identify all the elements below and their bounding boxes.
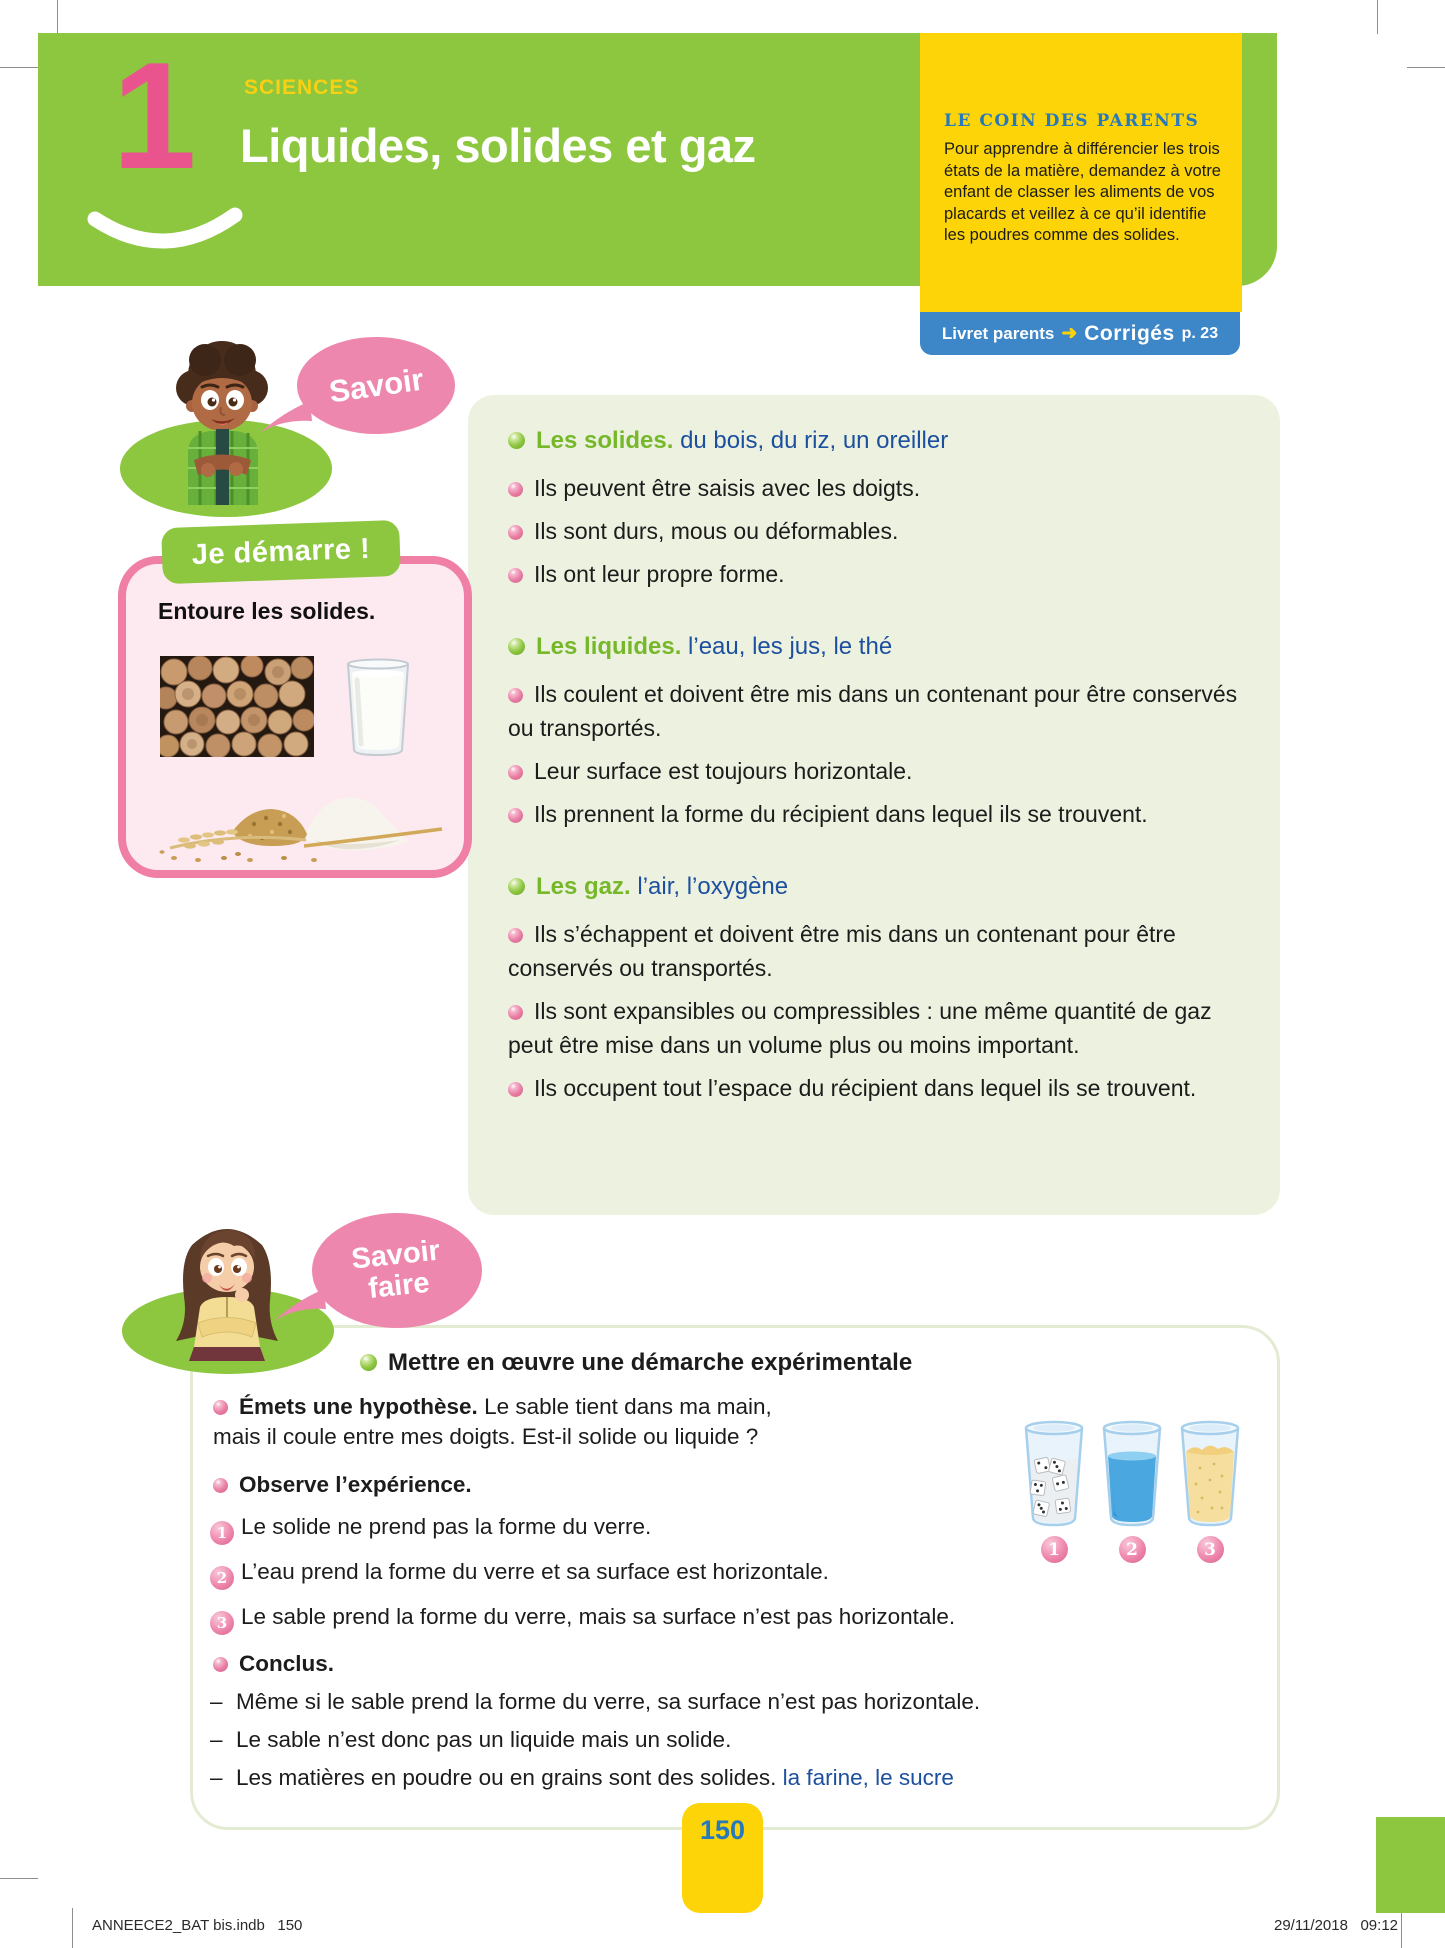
savoir-panel xyxy=(468,395,1280,1215)
section-heading xyxy=(508,425,1240,457)
glass-number-badge: 2 xyxy=(1119,1536,1146,1563)
corriges-page: p. 23 xyxy=(1181,324,1219,342)
parents-box-body: Pour apprendre à différencier les trois états de la matière, demandez à votre enfant de classer les aliments de vos placards et veillez à ce qu’il identifie les poudres comme des solides. xyxy=(944,140,1221,244)
observe-row xyxy=(213,1470,1003,1500)
pink-dot-icon xyxy=(213,1478,228,1493)
step-text: L’eau prend la forme du verre et sa surface est horizontale. xyxy=(241,1559,829,1584)
glass-with-water-illustration xyxy=(1100,1418,1164,1530)
section-gaz xyxy=(508,871,1240,1105)
section-heading xyxy=(508,871,1240,903)
pink-dot-icon xyxy=(508,1005,523,1020)
page-title: Liquides, solides et gaz xyxy=(240,119,756,172)
pink-dot-icon xyxy=(508,765,523,780)
corriges-label: Corrigés xyxy=(1084,321,1175,345)
point-text: Ils peuvent être saisis avec les doigts. xyxy=(534,475,921,501)
point-text: Ils prennent la forme du récipient dans lequel ils se trouvent. xyxy=(534,801,1148,827)
unit-number: 1 xyxy=(112,31,193,201)
pink-dot-icon xyxy=(508,928,523,943)
parents-booklet-reference xyxy=(920,312,1240,355)
point xyxy=(508,994,1240,1062)
savoir-faire-bubble-label xyxy=(350,1235,445,1306)
glass-number xyxy=(1178,1536,1242,1563)
conclusion-text: Même si le sable prend la forme du verre, sa surface n’est pas horizontale. xyxy=(236,1689,981,1714)
green-dot-icon xyxy=(508,432,525,449)
experiment-heading xyxy=(360,1348,1253,1378)
section-examples: du bois, du riz, un oreiller xyxy=(680,427,949,454)
three-glasses-illustration xyxy=(1022,1418,1254,1563)
crop-mark xyxy=(57,0,58,34)
point xyxy=(508,514,1240,548)
section-heading-label: Les gaz. xyxy=(536,873,631,900)
savoir-faire-card xyxy=(190,1325,1280,1830)
section-liquides xyxy=(508,631,1240,831)
glass-numbers xyxy=(1022,1536,1254,1563)
conclusion-row xyxy=(213,1649,1003,1679)
section-examples: l’eau, les jus, le thé xyxy=(688,633,893,660)
glass-number-badge: 1 xyxy=(1041,1536,1068,1563)
hypothesis-text-line1: Le sable tient dans ma main, xyxy=(484,1394,772,1419)
section-examples: l’air, l’oxygène xyxy=(637,873,789,900)
subject-label: SCIENCES xyxy=(244,76,360,99)
glass-with-dice-illustration xyxy=(1022,1418,1086,1530)
savoir-bubble-tail xyxy=(258,395,314,437)
point-text: Ils coulent et doivent être mis dans un contenant pour être conservés ou transportés. xyxy=(508,681,1238,741)
dash: – xyxy=(210,1727,223,1752)
experiment-step xyxy=(210,1512,1030,1545)
conclusion-text: Le sable n’est donc pas un liquide mais un solide. xyxy=(236,1727,732,1752)
point xyxy=(508,677,1240,745)
conclusion-item xyxy=(210,1725,1210,1755)
crop-mark xyxy=(1407,67,1445,68)
pink-dot-icon xyxy=(508,1082,523,1097)
imprint-text: ANNEECE2_BAT bis.indb 150 xyxy=(92,1917,303,1934)
crop-mark xyxy=(1401,1908,1402,1948)
glass-of-milk-photo xyxy=(342,658,414,758)
conclusion-text: Les matières en poudre ou en grains sont des solides. xyxy=(236,1765,777,1790)
bubble-line1: Savoir xyxy=(349,1234,442,1276)
pink-dot-icon xyxy=(508,568,523,583)
point-text: Ils sont expansibles ou compressibles : une même quantité de gaz peut être mise dans un volume plus ou moins important. xyxy=(508,998,1212,1058)
glass-number-badge: 3 xyxy=(1197,1536,1224,1563)
booklet-label: Livret parents xyxy=(941,323,1055,343)
glass-number xyxy=(1022,1536,1086,1563)
conclusion-label: Conclus. xyxy=(239,1651,335,1676)
point-text: Ils s’échappent et doivent être mis dans un contenant pour être conservés ou transportés. xyxy=(508,921,1176,981)
section-solides xyxy=(508,425,1240,591)
step-text: Le sable prend la forme du verre, mais sa surface n’est pas horizontale. xyxy=(241,1604,956,1629)
glass-with-sand-illustration xyxy=(1178,1418,1242,1530)
point xyxy=(508,1071,1240,1105)
grains-and-flour-photo xyxy=(154,774,446,866)
print-datetime: 29/11/2018 09:12 xyxy=(1274,1917,1398,1934)
point-text: Leur surface est toujours horizontale. xyxy=(534,758,913,784)
point-text: Ils ont leur propre forme. xyxy=(534,561,785,587)
parents-box-title: LE COIN DES PARENTS xyxy=(944,111,1200,131)
step-number-badge: 2 xyxy=(210,1566,234,1590)
conclusion-examples: la farine, le sucre xyxy=(782,1765,954,1790)
step-text: Le solide ne prend pas la forme du verre. xyxy=(241,1514,652,1539)
conclusion-item xyxy=(210,1763,1210,1793)
dash: – xyxy=(210,1689,223,1714)
pink-dot-icon xyxy=(508,688,523,703)
savoir-bubble-label: Savoir xyxy=(326,361,426,409)
savoir-bubble xyxy=(297,337,455,434)
bleed-color-strip xyxy=(1376,1817,1445,1913)
section-heading xyxy=(508,631,1240,663)
pink-dot-icon xyxy=(508,482,523,497)
step-number-badge: 1 xyxy=(210,1521,234,1545)
point xyxy=(508,797,1240,831)
green-dot-icon xyxy=(360,1354,377,1371)
hypothesis-row xyxy=(213,1392,1003,1452)
glass-number xyxy=(1100,1536,1164,1563)
parents-corner-box xyxy=(920,33,1242,312)
point xyxy=(508,917,1240,985)
green-dot-icon xyxy=(508,878,525,895)
section-heading-label: Les liquides. xyxy=(536,633,682,660)
je-demarre-box xyxy=(118,556,472,878)
pink-dot-icon xyxy=(508,808,523,823)
experiment-step xyxy=(210,1602,1030,1635)
arrow-icon: ➜ xyxy=(1061,323,1078,344)
number-swoosh xyxy=(85,205,245,265)
pink-dot-icon xyxy=(508,525,523,540)
conclusion-item xyxy=(210,1687,1210,1717)
glass-row xyxy=(1022,1418,1254,1530)
hypothesis-text-line2: mais il coule entre mes doigts. Est-il solide ou liquide ? xyxy=(213,1424,759,1449)
savoir-faire-bubble xyxy=(312,1213,482,1328)
point-text: Ils occupent tout l’espace du récipient dans lequel ils se trouvent. xyxy=(534,1075,1197,1101)
je-demarre-badge xyxy=(161,520,401,584)
point xyxy=(508,557,1240,591)
experiment-step xyxy=(210,1557,1030,1590)
step-number-badge: 3 xyxy=(210,1611,234,1635)
green-dot-icon xyxy=(508,638,525,655)
page-number: 150 xyxy=(699,1815,746,1845)
point-text: Ils sont durs, mous ou déformables. xyxy=(534,518,899,544)
crop-mark xyxy=(0,67,38,68)
point xyxy=(508,471,1240,505)
wood-logs-photo xyxy=(160,656,314,757)
crop-mark xyxy=(0,1878,38,1879)
savoir-faire-bubble-tail xyxy=(272,1283,328,1325)
je-demarre-label: Je démarre ! xyxy=(191,532,371,571)
experiment-heading-label: Mettre en œuvre une démarche expérimentale xyxy=(388,1349,913,1376)
exercise-instruction: Entoure les solides. xyxy=(158,598,376,624)
hypothesis-label: Émets une hypothèse. xyxy=(239,1394,478,1419)
pink-dot-icon xyxy=(213,1657,228,1672)
dash: – xyxy=(210,1765,223,1790)
observe-label: Observe l’expérience. xyxy=(239,1472,472,1497)
crop-mark xyxy=(1377,0,1378,34)
crop-mark xyxy=(72,1908,73,1948)
bubble-line2: faire xyxy=(366,1266,431,1305)
page-number-tab xyxy=(682,1803,763,1913)
point xyxy=(508,754,1240,788)
section-heading-label: Les solides. xyxy=(536,427,674,454)
pink-dot-icon xyxy=(213,1400,228,1415)
